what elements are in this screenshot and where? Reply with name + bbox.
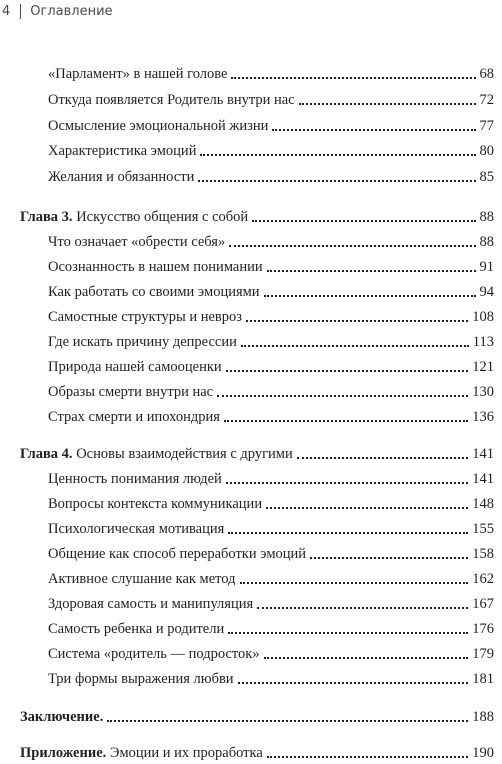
dot-leader — [200, 154, 475, 156]
toc-chapter-entry — [20, 206, 494, 226]
dot-leader — [238, 682, 469, 684]
toc-entry — [48, 406, 494, 426]
toc-entry — [48, 140, 494, 160]
entry-page: 136 — [472, 409, 494, 425]
entry-title: Природа нашей самооценки — [48, 359, 222, 375]
toc-entry — [48, 356, 494, 376]
dot-leader — [264, 657, 469, 659]
toc-entry — [48, 543, 494, 563]
toc-conclusion-entry — [20, 706, 494, 726]
entry-title — [20, 709, 103, 726]
toc-entry — [48, 231, 494, 251]
dot-leader — [198, 180, 475, 182]
entry-title: «Парламент» в нашей голове — [48, 66, 228, 82]
dot-leader — [228, 632, 468, 634]
dot-leader — [231, 77, 475, 79]
toc-appendix-entry — [20, 742, 494, 762]
entry-page: 130 — [472, 384, 494, 400]
entry-title: Что означает «обрести себя» — [48, 234, 226, 250]
toc-entry — [48, 668, 494, 688]
dot-leader — [229, 245, 475, 247]
entry-title: Где искать причину депрессии — [48, 334, 237, 350]
entry-title: Вопросы контекста коммуникации — [48, 496, 263, 512]
entry-page: 91 — [479, 259, 494, 275]
chapter-title: Искусство общения с собой — [76, 209, 249, 225]
entry-page: 141 — [472, 471, 494, 487]
dot-leader — [272, 129, 475, 131]
entry-title — [20, 209, 248, 226]
entry-title: Осмысление эмоциональной жизни — [48, 118, 269, 134]
entry-title: Самостные структуры и невроз — [48, 309, 243, 325]
entry-page: 176 — [472, 621, 494, 637]
entry-page: 162 — [472, 571, 494, 587]
dot-leader — [226, 482, 468, 484]
entry-title: Характеристика эмоций — [48, 143, 197, 159]
dot-leader — [257, 607, 468, 609]
appendix-label: Приложение. — [20, 745, 107, 761]
toc-entry — [48, 256, 494, 276]
entry-page: 190 — [472, 745, 494, 761]
entry-title: Самость ребенка и родители — [48, 621, 225, 637]
entry-title: Осознанность в нашем понимании — [48, 259, 263, 275]
entry-title: Откуда появляется Родитель внутри нас — [48, 92, 295, 108]
dot-leader — [299, 103, 476, 105]
entry-page: 88 — [479, 234, 494, 250]
toc-entry — [48, 493, 494, 513]
dot-leader — [240, 582, 469, 584]
dot-leader — [266, 507, 468, 509]
entry-title: Три формы выражения любви — [48, 671, 234, 687]
toc-entry — [48, 115, 494, 135]
entry-title — [20, 446, 293, 463]
entry-title: Здоровая самость и манипуляция — [48, 596, 254, 612]
conclusion-label: Заключение. — [20, 709, 104, 725]
entry-page: 88 — [479, 209, 494, 225]
dot-leader — [241, 345, 469, 347]
entry-page: 167 — [472, 596, 494, 612]
entry-page: 179 — [472, 646, 494, 662]
entry-page: 108 — [472, 309, 494, 325]
dot-leader — [310, 557, 468, 559]
toc-entry — [48, 331, 494, 351]
entry-page: 77 — [479, 118, 494, 134]
entry-title: Страх смерти и ипохондрия — [48, 409, 220, 425]
dot-leader — [224, 420, 468, 422]
entry-page: 155 — [472, 521, 494, 537]
toc-chapter-entry — [20, 443, 494, 463]
dot-leader — [252, 220, 475, 222]
toc-entry — [48, 568, 494, 588]
entry-page: 68 — [479, 66, 494, 82]
toc-entry — [48, 281, 494, 301]
toc-entry — [48, 518, 494, 538]
dot-leader — [228, 532, 468, 534]
toc-entry — [48, 618, 494, 638]
appendix-title: Эмоции и их проработка — [109, 745, 263, 761]
dot-leader — [264, 295, 476, 297]
dot-leader — [226, 370, 469, 372]
entry-page: 121 — [472, 359, 494, 375]
entry-page: 158 — [472, 546, 494, 562]
toc-entry — [48, 166, 494, 186]
chapter-title: Основы взаимодействия с другими — [76, 446, 293, 462]
toc-entry — [48, 593, 494, 613]
entry-page: 80 — [479, 143, 494, 159]
toc-entry — [48, 468, 494, 488]
entry-title: Общение как способ переработки эмоций — [48, 546, 307, 562]
entry-title: Желания и обязанности — [48, 169, 195, 185]
page-number: 4 — [2, 3, 11, 19]
toc-entry — [48, 306, 494, 326]
dot-leader — [297, 457, 469, 459]
section-title: Оглавление — [30, 3, 113, 19]
entry-title: Психологическая мотивация — [48, 521, 225, 537]
entry-page: 85 — [479, 169, 494, 185]
entry-page: 148 — [472, 496, 494, 512]
dot-leader — [246, 320, 468, 322]
entry-page: 94 — [479, 284, 494, 300]
entry-title — [20, 745, 263, 762]
dot-leader — [217, 395, 468, 397]
entry-page: 188 — [472, 709, 494, 725]
entry-title: Система «родитель — подросток» — [48, 646, 260, 662]
entry-title: Ценность понимания людей — [48, 471, 222, 487]
dot-leader — [107, 720, 468, 722]
entry-page: 141 — [472, 446, 494, 462]
entry-page: 181 — [472, 671, 494, 687]
toc-entry — [48, 63, 494, 83]
toc-entry — [48, 89, 494, 109]
entry-page: 113 — [472, 334, 494, 350]
toc-entry — [48, 643, 494, 663]
toc-entry — [48, 381, 494, 401]
dot-leader — [267, 270, 476, 272]
entry-title: Активное слушание как метод — [48, 571, 236, 587]
chapter-label: Глава 3. — [20, 209, 73, 225]
entry-page: 72 — [479, 92, 494, 108]
entry-title: Как работать со своими эмоциями — [48, 284, 260, 300]
chapter-label: Глава 4. — [20, 446, 73, 462]
dot-leader — [267, 756, 468, 758]
entry-title: Образы смерти внутри нас — [48, 384, 214, 400]
